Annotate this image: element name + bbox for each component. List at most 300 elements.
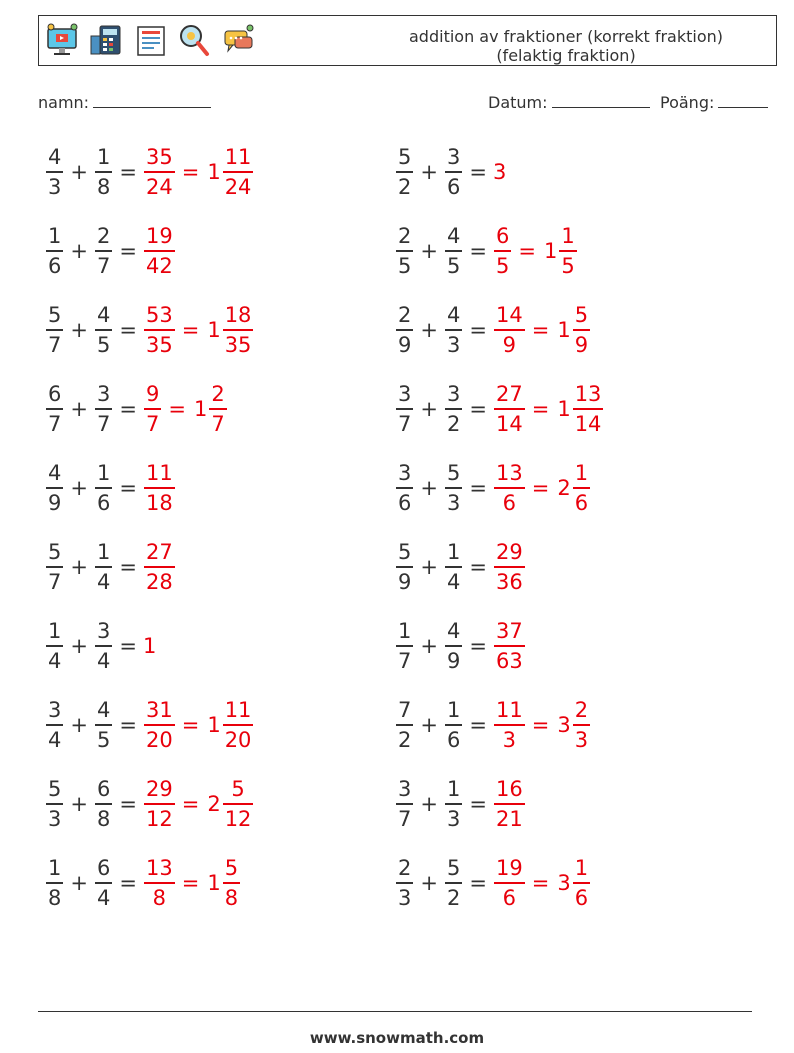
addend-2 — [95, 380, 112, 438]
addend-1-numerator: 5 — [48, 303, 62, 328]
addend-2-numerator: 1 — [446, 777, 461, 802]
equals-sign: = — [119, 239, 137, 263]
addend-1-numerator: 4 — [48, 461, 62, 486]
plus-sign: + — [420, 318, 438, 342]
answer-fraction — [144, 301, 175, 359]
answer-fraction — [494, 538, 525, 596]
addend-1-denominator: 7 — [48, 332, 62, 357]
addend-2-numerator: 4 — [446, 224, 461, 249]
addend-1-numerator: 1 — [48, 856, 62, 881]
answer-fraction — [494, 459, 525, 517]
mixed-whole: 1 — [207, 871, 221, 895]
mixed-fraction-denominator: 9 — [574, 332, 589, 357]
magnifier-icon — [177, 22, 211, 58]
equals-sign: = — [469, 792, 487, 816]
mixed-whole: 1 — [207, 160, 221, 184]
plus-sign: + — [70, 792, 88, 816]
addend-2-numerator: 1 — [96, 461, 111, 486]
addend-1-numerator: 2 — [398, 224, 412, 249]
answer-fraction-denominator: 3 — [502, 727, 517, 752]
addend-1-denominator: 8 — [48, 885, 62, 910]
plus-sign: + — [70, 476, 88, 500]
addend-1-numerator: 5 — [48, 777, 62, 802]
addend-2 — [95, 617, 112, 675]
answer-fraction-numerator: 14 — [495, 303, 523, 328]
addend-1-denominator: 7 — [48, 411, 62, 436]
mixed-fraction-denominator: 35 — [224, 332, 252, 357]
equals-sign: = — [119, 871, 137, 895]
plus-sign: + — [420, 713, 438, 737]
addend-1-numerator: 5 — [398, 145, 412, 170]
addend-1 — [46, 143, 63, 201]
plus-sign: + — [70, 555, 88, 579]
answer-fraction — [494, 222, 511, 280]
answer-fraction-numerator: 11 — [495, 698, 523, 723]
problem-item — [395, 772, 526, 836]
addend-2-numerator: 1 — [446, 698, 461, 723]
date-line[interactable] — [552, 93, 650, 108]
equals-sign-mixed: = — [181, 160, 200, 184]
equals-sign-mixed: = — [181, 713, 200, 737]
mixed-whole: 1 — [207, 713, 221, 737]
addend-2-denominator: 7 — [96, 253, 111, 278]
mixed-fraction-numerator: 18 — [224, 303, 252, 328]
mixed-fraction-denominator: 12 — [224, 806, 252, 831]
mixed-fraction — [223, 301, 254, 359]
addend-1-numerator: 4 — [48, 145, 62, 170]
mixed-whole: 1 — [207, 318, 221, 342]
mixed-fraction — [573, 301, 590, 359]
addend-2-numerator: 2 — [96, 224, 111, 249]
answer-fraction-denominator: 14 — [495, 411, 523, 436]
answer-fraction-denominator: 21 — [495, 806, 523, 831]
answer-fraction-denominator: 9 — [502, 332, 517, 357]
addend-2-denominator: 2 — [446, 885, 461, 910]
answer-fraction-denominator: 5 — [495, 253, 510, 278]
addend-1-numerator: 1 — [398, 619, 412, 644]
answer-fraction-numerator: 6 — [495, 224, 510, 249]
mixed-fraction-denominator: 5 — [561, 253, 575, 278]
mixed-fraction-denominator: 6 — [574, 490, 589, 515]
addend-1-numerator: 5 — [398, 540, 412, 565]
mixed-whole: 2 — [557, 476, 571, 500]
mixed-fraction-denominator: 20 — [224, 727, 252, 752]
addend-1 — [46, 301, 63, 359]
problem-item — [45, 851, 241, 915]
addend-1-denominator: 9 — [48, 490, 62, 515]
addend-2 — [445, 459, 462, 517]
answer-fraction-numerator: 31 — [145, 698, 173, 723]
addend-2-numerator: 1 — [446, 540, 461, 565]
problem-item — [45, 535, 176, 599]
mixed-fraction-numerator: 5 — [574, 303, 589, 328]
addend-2-numerator: 4 — [446, 303, 461, 328]
answer-fraction — [144, 854, 175, 912]
addend-1-numerator: 6 — [48, 382, 62, 407]
answer-fraction-denominator: 42 — [145, 253, 173, 278]
problem-item — [395, 140, 506, 204]
equals-sign-mixed: = — [531, 871, 550, 895]
addend-2-denominator: 4 — [96, 648, 111, 673]
mixed-fraction — [223, 775, 254, 833]
addend-1 — [46, 538, 63, 596]
mixed-whole: 2 — [207, 792, 221, 816]
name-label: namn: — [38, 93, 90, 112]
equals-sign-mixed: = — [531, 713, 550, 737]
answer-whole: 1 — [142, 634, 157, 658]
answer-fraction-denominator: 7 — [145, 411, 160, 436]
answer-fraction-denominator: 18 — [145, 490, 173, 515]
addend-1 — [396, 696, 413, 754]
problem-item — [395, 693, 591, 757]
addend-1-denominator: 3 — [398, 885, 412, 910]
answer-fraction-numerator: 13 — [495, 461, 523, 486]
addend-1 — [396, 459, 413, 517]
addend-1 — [46, 380, 63, 438]
answer-fraction — [494, 301, 525, 359]
mixed-fraction-denominator: 7 — [211, 411, 225, 436]
mixed-fraction-denominator: 24 — [224, 174, 252, 199]
addend-1 — [46, 459, 63, 517]
addend-2-numerator: 4 — [96, 698, 111, 723]
answer-whole: 3 — [492, 160, 507, 184]
addend-1-denominator: 7 — [398, 806, 412, 831]
answer-fraction-denominator: 24 — [145, 174, 173, 199]
addend-2-denominator: 8 — [96, 806, 111, 831]
addend-2-numerator: 1 — [96, 145, 111, 170]
answer-fraction-numerator: 19 — [145, 224, 173, 249]
addend-2-numerator: 5 — [446, 461, 461, 486]
addend-1-denominator: 7 — [398, 648, 412, 673]
addend-1 — [46, 222, 63, 280]
equals-sign-mixed: = — [168, 397, 186, 421]
equals-sign: = — [469, 160, 487, 184]
name-line[interactable] — [93, 93, 211, 108]
answer-fraction-numerator: 13 — [145, 856, 173, 881]
equals-sign: = — [469, 713, 487, 737]
addend-2-numerator: 3 — [446, 145, 461, 170]
equals-sign: = — [469, 397, 487, 421]
answer-fraction-denominator: 12 — [145, 806, 173, 831]
problem-item — [395, 377, 604, 441]
plus-sign: + — [70, 634, 88, 658]
addend-2-denominator: 7 — [96, 411, 111, 436]
addend-1-denominator: 4 — [48, 648, 62, 673]
addend-1-denominator: 6 — [398, 490, 412, 515]
mixed-fraction — [223, 696, 254, 754]
addend-2 — [95, 222, 112, 280]
addend-1 — [46, 696, 63, 754]
addend-2-numerator: 6 — [96, 777, 111, 802]
addend-2-numerator: 3 — [96, 382, 111, 407]
addend-1-numerator: 3 — [48, 698, 62, 723]
answer-fraction-denominator: 8 — [152, 885, 167, 910]
addend-2 — [445, 222, 462, 280]
mixed-fraction-denominator: 3 — [574, 727, 589, 752]
addend-1-numerator: 3 — [398, 461, 412, 486]
equals-sign: = — [119, 634, 137, 658]
equals-sign: = — [469, 871, 487, 895]
addend-2-denominator: 6 — [446, 174, 461, 199]
addend-1-denominator: 6 — [48, 253, 62, 278]
answer-fraction-numerator: 37 — [495, 619, 523, 644]
equals-sign: = — [469, 634, 487, 658]
addend-2-denominator: 6 — [96, 490, 111, 515]
addend-1-denominator: 3 — [48, 174, 62, 199]
addend-2-numerator: 3 — [96, 619, 111, 644]
plus-sign: + — [420, 792, 438, 816]
problem-item — [45, 377, 228, 441]
plus-sign: + — [70, 318, 88, 342]
addend-2 — [95, 143, 112, 201]
answer-fraction — [494, 380, 525, 438]
monitor-icon — [45, 22, 79, 58]
equals-sign: = — [119, 713, 137, 737]
addend-1-numerator: 1 — [48, 224, 62, 249]
equals-sign: = — [119, 792, 137, 816]
score-field — [660, 93, 768, 112]
equals-sign: = — [469, 239, 487, 263]
addend-1-denominator: 3 — [48, 806, 62, 831]
addend-2-denominator: 8 — [96, 174, 111, 199]
addend-1-numerator: 3 — [398, 777, 412, 802]
addend-1-denominator: 2 — [398, 727, 412, 752]
addend-2-denominator: 3 — [446, 332, 461, 357]
mixed-fraction-denominator: 14 — [574, 411, 602, 436]
problem-item — [395, 298, 591, 362]
addend-1-denominator: 9 — [398, 569, 412, 594]
addend-2 — [95, 775, 112, 833]
equals-sign: = — [119, 318, 137, 342]
addend-2-numerator: 3 — [446, 382, 461, 407]
answer-fraction — [494, 617, 525, 675]
calculator-icon — [89, 22, 123, 58]
addend-2-numerator: 5 — [446, 856, 461, 881]
addend-2-numerator: 4 — [446, 619, 461, 644]
answer-fraction — [494, 696, 525, 754]
problem-item — [395, 614, 526, 678]
answer-fraction — [494, 775, 525, 833]
addend-1 — [396, 617, 413, 675]
mixed-fraction — [573, 380, 604, 438]
addend-1-numerator: 2 — [398, 303, 412, 328]
problem-item — [395, 851, 591, 915]
plus-sign: + — [420, 476, 438, 500]
equals-sign-mixed: = — [181, 318, 200, 342]
equals-sign: = — [469, 555, 487, 579]
answer-fraction-denominator: 28 — [145, 569, 173, 594]
title-line-1: addition av fraktioner (korrekt fraktion) — [409, 27, 723, 46]
answer-fraction — [144, 696, 175, 754]
mixed-whole: 1 — [557, 318, 571, 342]
addend-2-denominator: 3 — [446, 490, 461, 515]
equals-sign: = — [119, 397, 137, 421]
answer-fraction-numerator: 11 — [145, 461, 173, 486]
addend-1 — [396, 222, 413, 280]
equals-sign: = — [469, 476, 487, 500]
answer-fraction-denominator: 36 — [495, 569, 523, 594]
mixed-whole: 3 — [557, 871, 571, 895]
mixed-fraction — [223, 143, 254, 201]
equals-sign: = — [119, 476, 137, 500]
plus-sign: + — [420, 555, 438, 579]
addend-2-denominator: 5 — [446, 253, 461, 278]
answer-fraction-numerator: 27 — [495, 382, 523, 407]
answer-fraction-numerator: 29 — [495, 540, 523, 565]
answer-fraction-numerator: 35 — [145, 145, 173, 170]
equals-sign-mixed: = — [531, 397, 550, 421]
addend-2-denominator: 4 — [96, 569, 111, 594]
answer-fraction-numerator: 16 — [495, 777, 523, 802]
problem-item — [395, 535, 526, 599]
addend-1 — [396, 380, 413, 438]
problem-item — [45, 693, 254, 757]
footer-divider — [38, 1011, 752, 1012]
addend-1-denominator: 5 — [398, 253, 412, 278]
addend-1 — [46, 617, 63, 675]
plus-sign: + — [420, 160, 438, 184]
answer-fraction-numerator: 9 — [145, 382, 160, 407]
answer-fraction-numerator: 27 — [145, 540, 173, 565]
addend-2 — [445, 538, 462, 596]
mixed-fraction-denominator: 8 — [224, 885, 239, 910]
mixed-fraction — [223, 854, 240, 912]
answer-fraction-denominator: 6 — [502, 885, 517, 910]
answer-fraction-denominator: 63 — [495, 648, 523, 673]
answer-fraction-denominator: 6 — [502, 490, 517, 515]
mixed-fraction-numerator: 5 — [231, 777, 245, 802]
problem-item — [395, 456, 591, 520]
addend-2 — [95, 301, 112, 359]
addend-2 — [445, 696, 462, 754]
addend-2 — [95, 538, 112, 596]
mixed-fraction — [573, 459, 590, 517]
addend-2 — [95, 459, 112, 517]
equals-sign: = — [469, 318, 487, 342]
answer-fraction — [144, 775, 175, 833]
worksheet-header — [38, 15, 777, 66]
equals-sign-mixed: = — [518, 239, 536, 263]
answer-fraction-denominator: 20 — [145, 727, 173, 752]
mixed-fraction-numerator: 1 — [574, 856, 589, 881]
mixed-fraction — [573, 854, 590, 912]
worksheet-title — [386, 27, 746, 65]
plus-sign: + — [70, 871, 88, 895]
addend-1-numerator: 7 — [398, 698, 412, 723]
addend-1 — [46, 854, 63, 912]
document-icon — [133, 22, 167, 58]
addend-1 — [46, 775, 63, 833]
mixed-fraction-numerator: 5 — [224, 856, 239, 881]
addend-1 — [396, 775, 413, 833]
plus-sign: + — [70, 397, 88, 421]
date-field — [488, 93, 650, 112]
plus-sign: + — [70, 239, 88, 263]
addend-2-denominator: 4 — [446, 569, 461, 594]
mixed-fraction-numerator: 13 — [574, 382, 602, 407]
mixed-whole: 1 — [543, 239, 558, 263]
problem-item — [45, 140, 254, 204]
addend-2 — [95, 854, 112, 912]
equals-sign-mixed: = — [531, 476, 550, 500]
addend-2-denominator: 4 — [96, 885, 111, 910]
addend-1-denominator: 7 — [48, 569, 62, 594]
addend-1-denominator: 2 — [398, 174, 412, 199]
mixed-fraction — [559, 222, 576, 280]
plus-sign: + — [420, 239, 438, 263]
equals-sign-mixed: = — [181, 871, 200, 895]
date-label: Datum: — [488, 93, 548, 112]
answer-fraction-numerator: 19 — [495, 856, 523, 881]
score-line[interactable] — [718, 93, 768, 108]
title-line-2: (felaktig fraktion) — [496, 46, 636, 65]
addend-2 — [445, 380, 462, 438]
mixed-fraction — [209, 380, 226, 438]
equals-sign: = — [119, 555, 137, 579]
addend-2-denominator: 3 — [446, 806, 461, 831]
mixed-whole: 1 — [557, 397, 571, 421]
mixed-fraction-denominator: 6 — [574, 885, 589, 910]
mixed-fraction-numerator: 1 — [561, 224, 575, 249]
plus-sign: + — [420, 397, 438, 421]
plus-sign: + — [420, 871, 438, 895]
mixed-fraction — [573, 696, 590, 754]
problem-item — [45, 298, 254, 362]
addend-2-denominator: 5 — [96, 727, 111, 752]
answer-fraction-numerator: 53 — [145, 303, 173, 328]
problem-item — [45, 772, 254, 836]
footer-url: www.snowmath.com — [309, 1029, 485, 1047]
mixed-whole: 1 — [193, 397, 208, 421]
problem-item — [45, 456, 176, 520]
addend-2 — [445, 617, 462, 675]
addend-2 — [445, 854, 462, 912]
answer-fraction — [144, 459, 175, 517]
addend-1-numerator: 5 — [48, 540, 62, 565]
header-icons — [45, 22, 255, 58]
answer-fraction — [144, 380, 161, 438]
addend-1-numerator: 2 — [398, 856, 412, 881]
addend-2-numerator: 6 — [96, 856, 111, 881]
addend-2-numerator: 1 — [96, 540, 111, 565]
addend-2-denominator: 9 — [446, 648, 461, 673]
answer-fraction — [144, 222, 175, 280]
answer-fraction — [494, 854, 525, 912]
problem-item — [45, 614, 156, 678]
name-field — [38, 93, 211, 112]
answer-fraction-numerator: 29 — [145, 777, 173, 802]
equals-sign: = — [119, 160, 137, 184]
mixed-fraction-numerator: 2 — [211, 382, 225, 407]
addend-2 — [445, 143, 462, 201]
chat-icon — [221, 22, 255, 58]
mixed-fraction-numerator: 11 — [224, 145, 252, 170]
mixed-fraction-numerator: 11 — [224, 698, 252, 723]
addend-2 — [445, 301, 462, 359]
plus-sign: + — [70, 713, 88, 737]
addend-1-denominator: 7 — [398, 411, 412, 436]
plus-sign: + — [420, 634, 438, 658]
addend-1-denominator: 9 — [398, 332, 412, 357]
addend-1-numerator: 1 — [48, 619, 62, 644]
plus-sign: + — [70, 160, 88, 184]
mixed-fraction-numerator: 1 — [574, 461, 589, 486]
equals-sign-mixed: = — [531, 318, 550, 342]
addend-2 — [445, 775, 462, 833]
answer-fraction — [144, 143, 175, 201]
addend-1 — [396, 143, 413, 201]
score-label: Poäng: — [660, 93, 715, 112]
